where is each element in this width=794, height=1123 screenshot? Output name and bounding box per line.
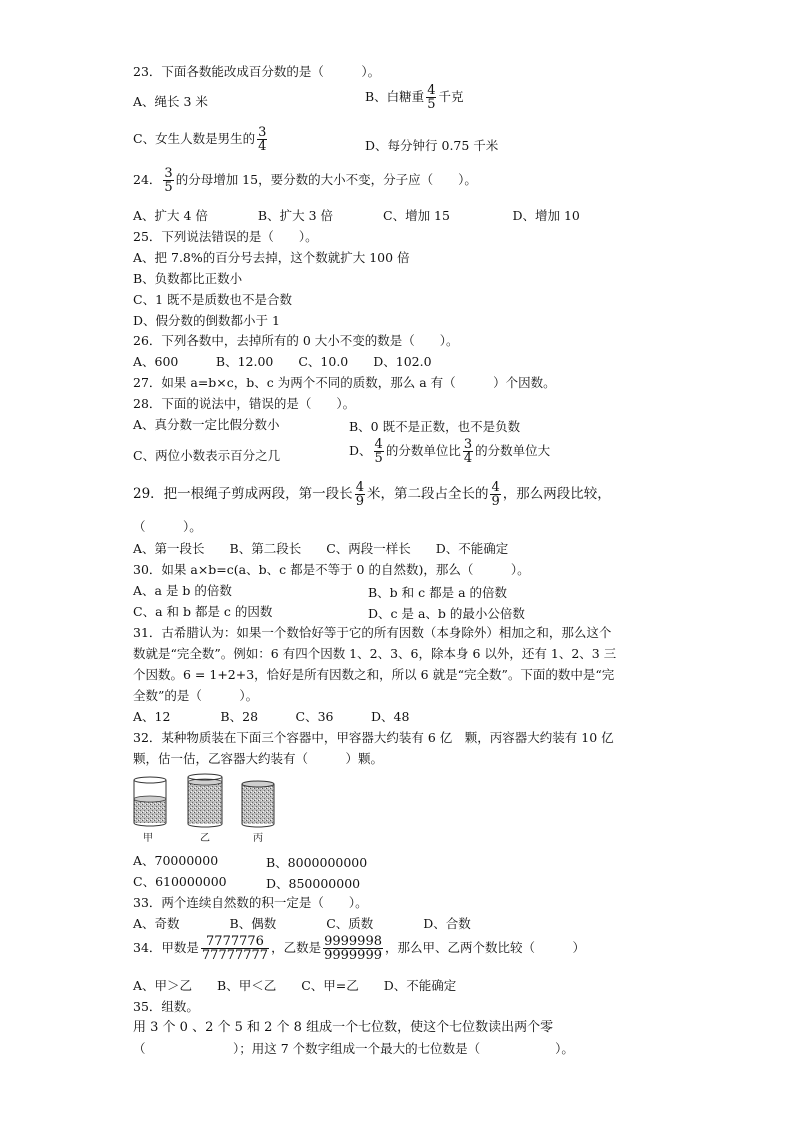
q28-option-d: D、 $\frac{4}{5}$ 的分数单位比 $\frac{3}{4}$ 的分数单位大 bbox=[349, 437, 551, 466]
q24-stem: 24． $\frac{3}{5}$ 的分母增加 15，要分数的大小不变，分子应（ ）。 bbox=[133, 166, 477, 195]
q29-blank: （ ）。 bbox=[133, 519, 202, 534]
jar-bing bbox=[242, 781, 274, 827]
jar-jia bbox=[134, 777, 166, 826]
fraction: $\frac{4}{5}$ bbox=[374, 437, 383, 466]
q32-line-1: 32．某种物质装在下面三个容器中，甲容器大约装有 6 亿 颗，丙容器大约装有 10 亿 bbox=[133, 730, 614, 745]
q29-stem: 29．把一根绳子剪成两段，第一段长 $\frac{4}{9}$ 米，第二段占全长的 $\frac{4}{9}$ ，那么两段比较， bbox=[133, 480, 611, 509]
jar-label-bing: 丙 bbox=[253, 833, 263, 844]
q24-options: A、扩大 4 倍 B、扩大 3 倍 C、增加 15 D、增加 10 bbox=[133, 208, 580, 223]
fraction: $\frac{4}{5}$ bbox=[427, 83, 436, 112]
q35-line-2: （ ）；用这 7 个数字组成一个最大的七位数是（ ）。 bbox=[133, 1041, 574, 1056]
fraction: $\frac{3}{4}$ bbox=[258, 125, 267, 154]
q23-option-d: D、每分钟行 0.75 千米 bbox=[365, 138, 499, 153]
q30-option-b: B、b 和 c 都是 a 的倍数 bbox=[368, 585, 508, 600]
q31-line-3: 个因数。6 = 1+2+3，恰好是所有因数之和，所以 6 就是“完全数”。下面的数中是“完 bbox=[133, 667, 615, 682]
q25-option-c: C、1 既不是质数也不是合数 bbox=[133, 292, 292, 307]
q33-stem: 33．两个连续自然数的积一定是（ ）。 bbox=[133, 895, 368, 910]
q23-stem: 23．下面各数能改成百分数的是（ ）。 bbox=[133, 64, 381, 79]
q28-option-c: C、两位小数表示百分之几 bbox=[133, 448, 281, 463]
q29-options: A、第一段长 B、第二段长 C、两段一样长 D、不能确定 bbox=[133, 541, 509, 556]
q28-option-a: A、真分数一定比假分数小 bbox=[133, 417, 280, 432]
jar-label-yi: 乙 bbox=[200, 833, 210, 844]
q32-option-b: B、8000000000 bbox=[266, 855, 368, 870]
q35-stem: 35．组数。 bbox=[133, 999, 199, 1014]
fraction: $\frac{3}{5}$ bbox=[164, 166, 173, 195]
q35-line-1: 用 3 个 0 、2 个 5 和 2 个 8 组成一个七位数，使这个七位数读出两个零 bbox=[133, 1020, 554, 1035]
fraction: $\frac{9999998}{9999999}$ bbox=[324, 934, 382, 963]
q25-option-a: A、把 7.8%的百分号去掉，这个数就扩大 100 倍 bbox=[133, 250, 410, 265]
q23-option-c: C、女生人数是男生的 $\frac{3}{4}$ bbox=[133, 125, 267, 154]
fraction: $\frac{4}{9}$ bbox=[491, 480, 500, 509]
q25-option-d: D、假分数的倒数都小于 1 bbox=[133, 313, 280, 328]
q32-option-c: C、610000000 bbox=[133, 874, 227, 889]
q30-option-c: C、a 和 b 都是 c 的因数 bbox=[133, 604, 273, 619]
q31-line-2: 数就是“完全数”。例如：6 有四个因数 1、2、3、6，除本身 6 以外，还有 1、2、3 三 bbox=[133, 646, 617, 661]
fraction: $\frac{4}{9}$ bbox=[355, 480, 364, 509]
fraction: $\frac{7777776}{77777777}$ bbox=[201, 934, 269, 963]
jar-label-jia: 甲 bbox=[143, 833, 153, 844]
q26-stem: 26．下列各数中，去掉所有的 0 大小不变的数是（ ）。 bbox=[133, 333, 459, 348]
q32-option-d: D、850000000 bbox=[266, 876, 361, 891]
q25-stem: 25．下列说法错误的是（ ）。 bbox=[133, 229, 318, 244]
q28-stem: 28．下面的说法中，错误的是（ ）。 bbox=[133, 396, 356, 411]
q31-line-4: 全数”的是（ ）。 bbox=[133, 688, 259, 703]
q28-option-b: B、0 既不是正数，也不是负数 bbox=[349, 419, 521, 434]
q32-line-2: 颗，估一估，乙容器大约装有（ ）颗。 bbox=[133, 751, 384, 766]
q30-stem: 30．如果 a×b=c(a、b、c 都是不等于 0 的自然数)，那么（ ）。 bbox=[133, 562, 530, 577]
q31-line-1: 31．古希腊认为：如果一个数恰好等于它的所有因数（本身除外）相加之和，那么这个 bbox=[133, 625, 612, 640]
q30-option-d: D、c 是 a、b 的最小公倍数 bbox=[368, 606, 525, 621]
q23-option-b: B、白糖重 $\frac{4}{5}$ 千克 bbox=[365, 83, 464, 112]
q31-options: A、12 B、28 C、36 D、48 bbox=[133, 709, 410, 724]
q33-options: A、奇数 B、偶数 C、质数 D、合数 bbox=[133, 916, 471, 931]
jar-yi bbox=[188, 774, 222, 827]
q34-stem: 34．甲数是 $\frac{7777776}{77777777}$ ，乙数是 $\frac{9999998}{9999999}$ ，那么甲、乙两个数比较（ ） bbox=[133, 934, 586, 963]
q27-stem: 27．如果 a=b×c，b、c 为两个不同的质数，那么 a 有（ ）个因数。 bbox=[133, 375, 556, 390]
q34-options: A、甲＞乙 B、甲＜乙 C、甲=乙 D、不能确定 bbox=[133, 978, 457, 993]
fraction: $\frac{3}{4}$ bbox=[463, 437, 473, 466]
q32-option-a: A、70000000 bbox=[133, 853, 219, 868]
q25-option-b: B、负数都比正数小 bbox=[133, 271, 243, 286]
q30-option-a: A、a 是 b 的倍数 bbox=[133, 583, 232, 598]
q26-options: A、600 B、12.00 C、10.0 D、102.0 bbox=[133, 354, 432, 369]
q23-option-a: A、绳长 3 米 bbox=[133, 94, 208, 109]
containers-illustration bbox=[130, 772, 290, 842]
